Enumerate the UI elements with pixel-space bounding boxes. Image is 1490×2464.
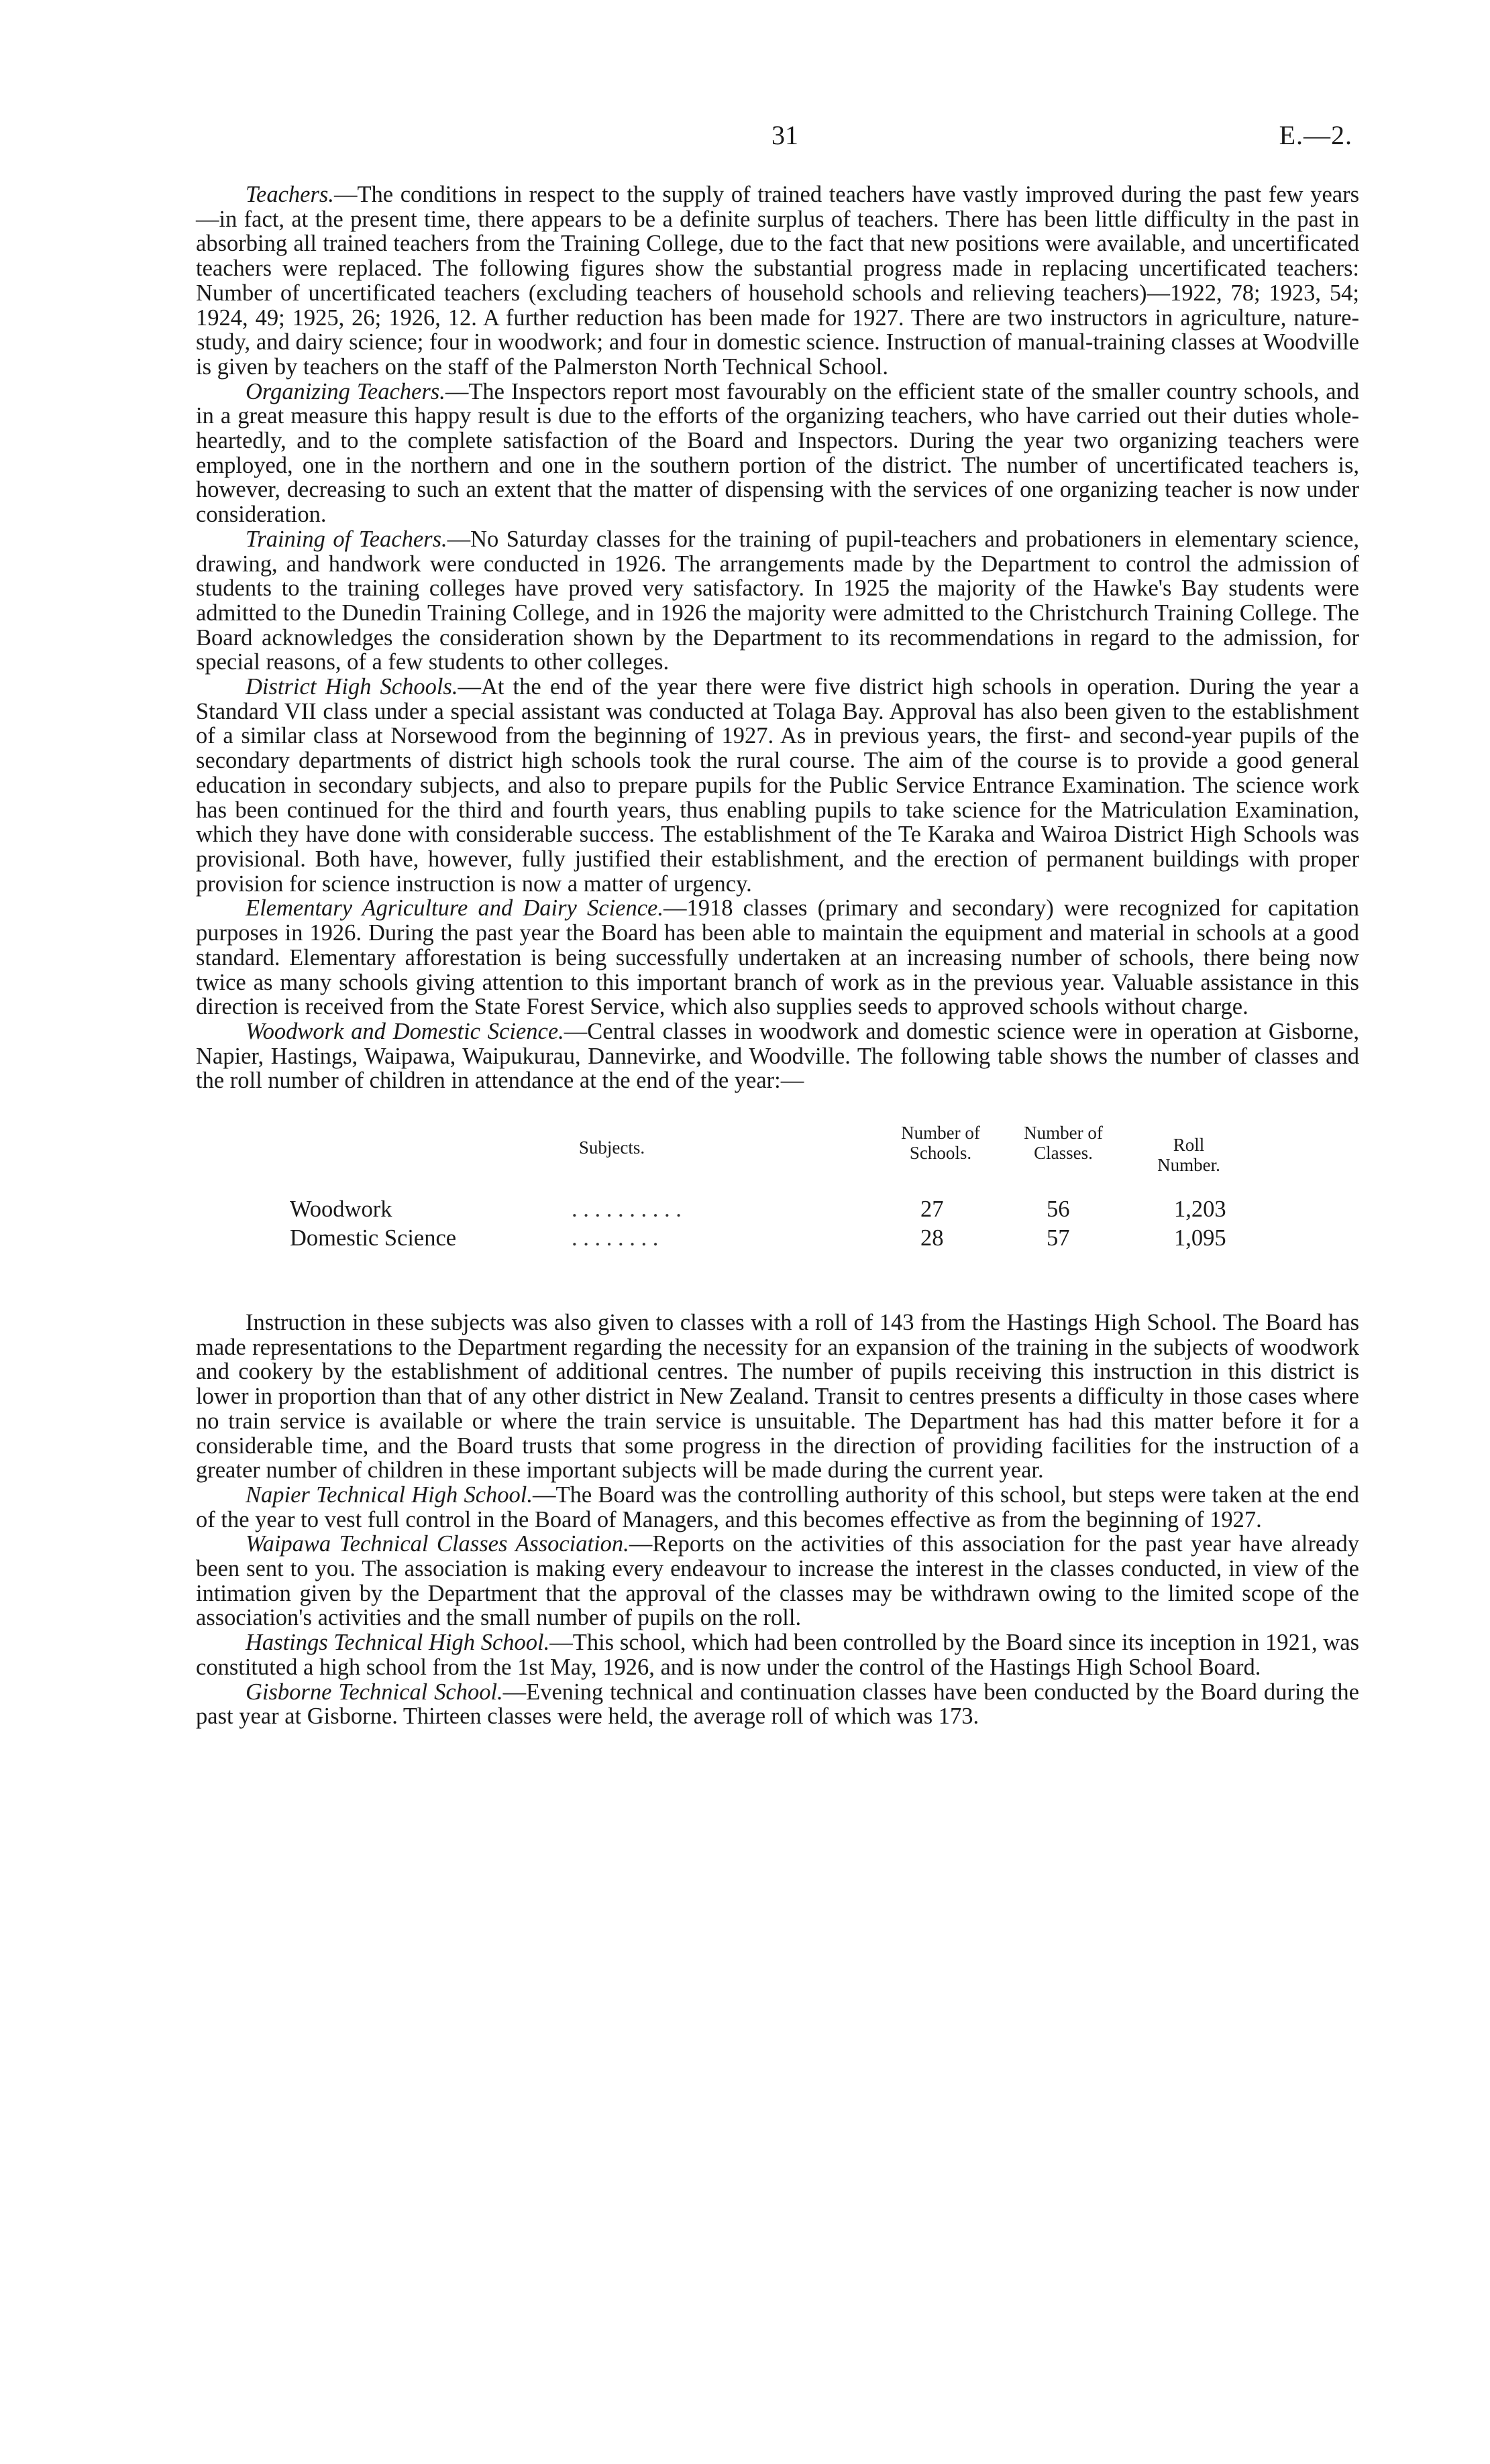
paragraph-organizing-teachers bbox=[196, 380, 1359, 527]
paragraph-elementary-agriculture bbox=[196, 896, 1359, 1019]
header-number-of-schools: Number of Schools. bbox=[901, 1123, 980, 1164]
report-body bbox=[196, 182, 1359, 1729]
paragraph-teachers bbox=[196, 182, 1359, 380]
paragraph-text: —Evening technical and continuation classes have been conducted by the Board during the past year at Gisborne. Thirteen classes were held, the average roll of which was 173. bbox=[196, 1679, 1359, 1730]
paragraph-text: —No Saturday classes for the training of pupil-teachers and probationers in elementary science, drawing, and handwork were conducted in 1926. The arrangements made by the Department to control the admission of students to the training colleges have proved very satisfactory. In 1925 the majority of the Hawke's Bay students were admitted to the Dunedin Training College, and in 1926 the majority were admitted to the Christchurch Training College. The Board acknowledges the consideration shown by the Department to its recommendations in regard to the admission, for special reasons, of a few students to other colleges. bbox=[196, 526, 1359, 675]
cell-subject: Domestic Science bbox=[290, 1225, 457, 1251]
header-number-of-classes: Number of Classes. bbox=[1024, 1123, 1103, 1164]
section-heading: Training of Teachers. bbox=[246, 526, 447, 552]
paragraph-waipawa-association bbox=[196, 1532, 1359, 1630]
paragraph-gisborne-technical bbox=[196, 1680, 1359, 1729]
table-row bbox=[290, 1226, 1296, 1253]
page-number: 31 bbox=[771, 120, 798, 150]
section-heading: Teachers. bbox=[246, 182, 334, 207]
paragraph-text: —The Board was the controlling authority of this school, but steps were taken at the end of the year to vest full control in the Board of Managers, and this becomes effective as from the beginning of 1927. bbox=[196, 1481, 1359, 1532]
section-heading: Elementary Agriculture and Dairy Science. bbox=[246, 895, 663, 921]
dot-leader: . . . . . . . . . . bbox=[572, 1196, 682, 1223]
section-heading: Napier Technical High School. bbox=[246, 1481, 533, 1508]
paragraph-text: —The Inspectors report most favourably on the efficient state of the smaller country schools, and in a great measure this happy result is due to the efforts of the organizing teachers, who have carried out their duties whole-heartedly, and to the complete satisfaction of the Board and Inspectors. During the year two organizing teachers were employed, one in the northern and one in the southern portion of the district. The number of uncertificated teachers is, however, decreasing to such an extent that the matter of dispensing with the services of one organizing teacher is now under consideration. bbox=[196, 378, 1360, 528]
paragraph-text: —1918 classes (primary and secondary) were recognized for capitation purposes in 1926. During the past year the Board has been able to maintain the equipment and material in schools at a good standard. Elementary afforestation is being successfully undertaken at an increasing number of schools, there being now twice as many schools giving attention to this important branch of work as in the previous year. Valuable assistance in this direction is received from the State Forest Service, which also supplies seeds to approved schools without charge. bbox=[196, 895, 1359, 1020]
section-heading: Waipawa Technical Classes Association. bbox=[246, 1531, 629, 1557]
paragraph-text: —At the end of the year there were five district high schools in operation. During the year a Standard VII class under a special assistant was conducted at Tolaga Bay. Approval has also been given to the establishment of a similar class at Norsewood from the beginning of 1927. As in previous years, the first- and second-year pupils of the secondary departments of district high schools took the rural course. The aim of the course is to provide a good general education in secondary subjects, and also to prepare pupils for the Public Service Entrance Examination. The science work has been continued for the third and fourth years, thus enabling pupils to take science for the Matriculation Examination, which they have done with considerable success. The establishment of the Te Karaka and Wairoa District High Schools was provisional. Both have, however, fully justified their establishment, and the erection of permanent buildings with proper provision for science instruction is now a matter of urgency. bbox=[196, 674, 1359, 897]
paragraph-instruction-hastings: Instruction in these subjects was also given to classes with a roll of 143 from the Hastings High School. The Board has made representations to the Department regarding the necessity for an expansion of the training in the subjects of woodwork and cookery by the establishment of additional centres. The number of pupils receiving this instruction in this district is lower in proportion than that of any other district in New Zealand. Transit to centres presents a difficulty in those cases where no train service is available or where the train service is unsuitable. The Department has had this matter before it for a considerable time, and the Board trusts that some progress in the direction of providing facilities for the instruction of a greater number of children in these important subjects will be made during the current year. bbox=[196, 1310, 1359, 1483]
section-heading: District High Schools. bbox=[246, 674, 458, 700]
header-subjects: Subjects. bbox=[578, 1137, 645, 1158]
section-heading: Hastings Technical High School. bbox=[246, 1630, 550, 1656]
cell-subject: Woodwork bbox=[290, 1196, 392, 1223]
cell-roll: 1,203 bbox=[1174, 1196, 1226, 1223]
paragraph-text: —The conditions in respect to the supply of trained teachers have vastly improved during the past few years—in fact, at the present time, there appears to be a definite surplus of teachers. There has been little difficulty in the past in absorbing all trained teachers from the Training College, due to the fact that new positions were available, and uncertificated teachers were replaced. The following figures show the substantial progress made in replacing uncertificated teachers: Number of uncertificated teachers (excluding teachers of household schools and relieving teachers)—1922, 78; 1923, 54; 1924, 49; 1925, 26; 1926, 12. A further reduction has been made for 1927. There are two instructors in agriculture, nature-study, and dairy science; four in woodwork; and four in domestic science. Instruction of manual-training classes at Woodville is given by teachers on the staff of the Palmerston North Technical School. bbox=[196, 182, 1359, 380]
section-heading: Woodwork and Domestic Science. bbox=[246, 1018, 564, 1044]
cell-classes: 57 bbox=[1047, 1225, 1070, 1251]
paragraph-text: —Reports on the activities of this association for the past year have already been sent to you. The association is making every endeavour to increase the interest in the classes conducted, in view of the intimation given by the Department that the approval of the classes may be withdrawn owing to the limited scope of the association's activities and the small number of pupils on the roll. bbox=[196, 1531, 1359, 1631]
paragraph-hastings-technical bbox=[196, 1630, 1359, 1679]
cell-schools: 28 bbox=[920, 1225, 944, 1251]
dot-leader: . . . . . . . . bbox=[572, 1225, 659, 1251]
paragraph-text: —Central classes in woodwork and domestic science were in operation at Gisborne, Napier, Hastings, Waipawa, Waipukurau, Dannevirke, and Woodville. The following table shows the number of classes and the roll number of children in attendance at the end of the year:— bbox=[196, 1018, 1359, 1094]
paragraph-woodwork-domestic-science bbox=[196, 1019, 1359, 1093]
paragraph-napier-technical bbox=[196, 1483, 1359, 1532]
page-header bbox=[0, 119, 1490, 160]
document-reference: E.—2. bbox=[1279, 120, 1352, 150]
table-row bbox=[290, 1197, 1296, 1224]
cell-classes: 56 bbox=[1047, 1196, 1070, 1223]
paragraph-text: —This school, which had been controlled by the Board since its inception in 1921, was constituted a high school from the 1st May, 1926, and is now under the control of the Hastings High School Board. bbox=[196, 1630, 1359, 1680]
header-roll-number: Roll Number. bbox=[1157, 1135, 1220, 1176]
cell-schools: 27 bbox=[920, 1196, 944, 1223]
paragraph-district-high-schools bbox=[196, 675, 1359, 896]
classes-table bbox=[196, 1096, 1359, 1310]
paragraph-training-of-teachers bbox=[196, 527, 1359, 675]
section-heading: Organizing Teachers. bbox=[246, 378, 445, 404]
section-heading: Gisborne Technical School. bbox=[246, 1679, 503, 1705]
cell-roll: 1,095 bbox=[1174, 1225, 1226, 1251]
